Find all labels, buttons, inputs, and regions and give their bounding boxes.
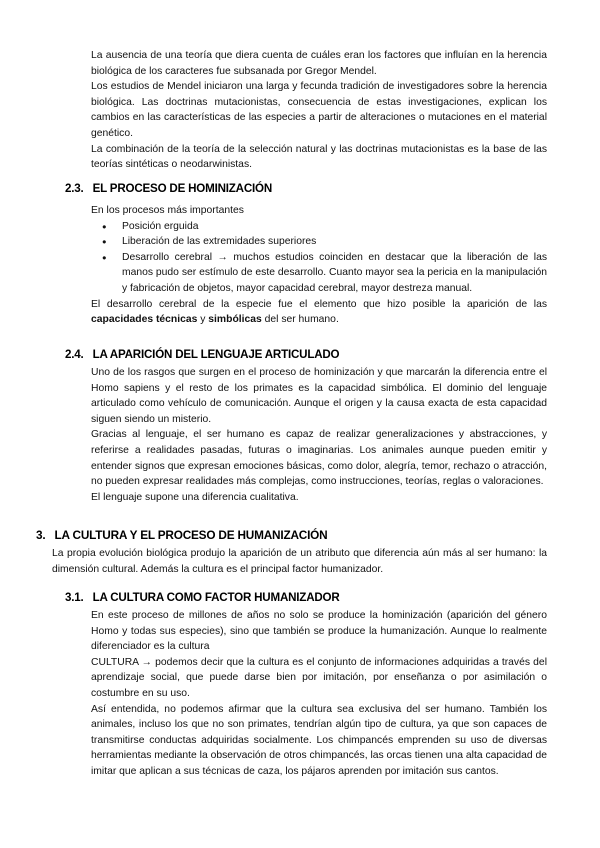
section-2-4-heading (65, 348, 339, 361)
intro-paragraph-1: La ausencia de una teoría que diera cuenta de cuáles eran los factores que influían en la herencia biológica de los caracteres fue subsanada por Gregor Mendel. (91, 50, 547, 77)
bold-term-symbolic: simbólicas (208, 314, 262, 326)
section-2-3-bullet-list (91, 219, 547, 297)
section-2-4-paragraph-1: Uno de los rasgos que surgen en el proceso de hominización y que marcarán la diferencia entre el Homo sapiens y el resto de los primates es la capacidad simbólica. El dominio del lenguaje articulado como vehículo de comunicación. Aunque el origen y la causa exacta de esta capacidad siguen siendo un misterio. (91, 367, 547, 425)
section-3-1-paragraph-3: Así entendida, no podemos afirmar que la cultura sea exclusiva del ser humano. También los animales, incluso los que no son primates, tendrían algún tipo de cultura, ya que son capaces de transmitirse conductas adquiridas socialmente. Los chimpancés emprenden su uso de diversas herramientas mediante la observación de otros chimpancés, las orcas tienen una alta capacidad de imitar que aplican a sus técnicas de caza, los pájaros aprenden por imitación sus cantos. (91, 703, 547, 777)
section-2-3-heading (65, 182, 272, 195)
intro-block (91, 48, 547, 173)
bullet-item: ● Posición erguida (91, 219, 547, 235)
section-2-4-paragraph-3: El lenguaje supone una diferencia cualitativa. (91, 491, 299, 503)
section-2-3-number: 2.3. (65, 182, 84, 195)
section-2-3-title: EL PROCESO DE HOMINIZACIÓN (92, 182, 273, 195)
bold-term-technical: capacidades técnicas (91, 314, 198, 326)
section-3-1-paragraph-1: En este proceso de millones de años no solo se produce la hominización (aparición del género Homo y todas sus especies), sino que también se produce la humanización. Aunque lo realmente diferenciador es la cultura (91, 610, 547, 653)
section-3-1-paragraph-2: CULTURA → podemos decir que la cultura es el conjunto de informaciones adquiridas a través del aprendizaje social, que puede darse bien por imitación, por enseñanza o por asimilación o costumbre en su uso. (91, 656, 547, 699)
section-3-number: 3. (36, 528, 46, 542)
section-3-heading (36, 528, 327, 542)
section-2-4-body (91, 365, 547, 505)
section-3-body (52, 546, 547, 577)
section-2-3-lead: En los procesos más importantes (91, 205, 244, 216)
bullet-item: ● Liberación de las extremidades superiores (91, 234, 547, 250)
section-2-3-body (91, 203, 547, 328)
section-2-4-paragraph-2: Gracias al lenguaje, el ser humano es capaz de realizar generalizaciones y abstracciones, y referirse a realidades pasadas, futuras o imaginarias. Los animales aunque pueden emitir y entender signos que expresan emociones básicas, como dolor, alegría, temor, rechazo o atracción, no pueden expresar realidades más complejas, como instrucciones, teorías, reglas o valoraciones. (91, 429, 547, 488)
bullet-item: ● Desarrollo cerebral → muchos estudios coinciden en destacar que la liberación de las manos pudo ser estímulo de este desarrollo. Cuanto mayor sea la pericia en la manipulación y fabricación de objetos, mayor capacidad cerebral, mayor destreza manual. (91, 250, 547, 297)
section-2-4-number: 2.4. (65, 348, 84, 361)
section-2-3-closing: El desarrollo cerebral de la especie fue el elemento que hizo posible la aparición de las capacidades técnicas y simbólicas del ser humano. (91, 298, 547, 326)
section-2-4-title: LA APARICIÓN DEL LENGUAJE ARTICULADO (92, 348, 340, 361)
intro-paragraph-2: Los estudios de Mendel iniciaron una larga y fecunda tradición de investigadores sobre la herencia biológica. Las doctrinas mutacionistas, consecuencia de estas investigaciones, explican los cambios en las características de las especies a partir de alteraciones o mutaciones en el material genético. (91, 81, 547, 139)
section-3-1-body (91, 608, 547, 780)
section-3-title: LA CULTURA Y EL PROCESO DE HUMANIZACIÓN (54, 528, 328, 542)
section-3-paragraph-1: La propia evolución biológica produjo la aparición de un atributo que diferencia aún más al ser humano: la dimensión cultural. Además la cultura es el principal factor humanizador. (52, 548, 547, 575)
section-3-1-heading (65, 591, 340, 604)
intro-paragraph-3: La combinación de la teoría de la selección natural y las doctrinas mutacionistas es la base de las teorías sintéticas o neodarwinistas. (91, 143, 547, 171)
section-3-1-number: 3.1. (65, 591, 84, 604)
section-3-1-title: LA CULTURA COMO FACTOR HUMANIZADOR (92, 591, 340, 604)
